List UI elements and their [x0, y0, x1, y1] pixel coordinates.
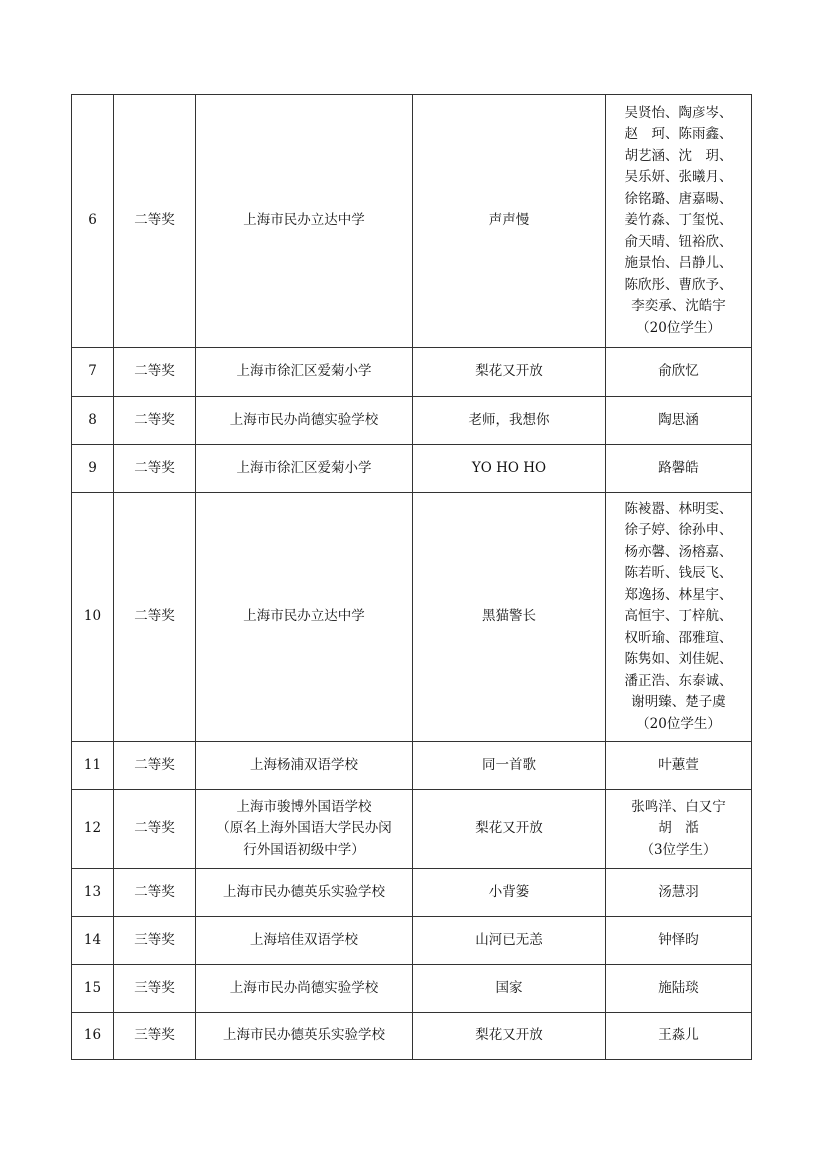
student-names-line: 陶思涵 [658, 411, 699, 428]
work-title: 同一首歌 [413, 742, 606, 790]
school-name-line: 上海杨浦双语学校 [250, 756, 358, 773]
student-names-line: 姜竹淼、丁玺悦、 [624, 212, 733, 229]
table-row [72, 869, 752, 917]
table-row [72, 1013, 752, 1060]
student-names-line: （20位学生） [636, 319, 721, 336]
table-row [72, 445, 752, 493]
school-name-line: 上海市骏博外国语学校 [236, 798, 372, 815]
student-names-line: 赵 珂、陈雨鑫、 [624, 126, 733, 143]
student-names-line: 汤慧羽 [658, 883, 699, 900]
school-name-line: 上海市徐汇区爱菊小学 [236, 459, 372, 476]
award-level: 二等奖 [114, 790, 196, 869]
award-level: 二等奖 [114, 397, 196, 445]
work-title: 山河已无恙 [413, 917, 606, 965]
row-number: 11 [72, 742, 114, 790]
school-name [196, 742, 413, 790]
work-title: 黑猫警长 [413, 493, 606, 742]
row-number: 8 [72, 397, 114, 445]
school-name-line: 上海市民办尚德实验学校 [229, 411, 379, 428]
student-names [606, 397, 752, 445]
student-names [606, 348, 752, 397]
student-names-line: 陈裬嚣、林明雯、 [624, 500, 733, 517]
student-names-line: 叶蕙萱 [658, 756, 699, 773]
student-names [606, 445, 752, 493]
student-names [606, 493, 752, 742]
work-title: 国家 [413, 965, 606, 1013]
table-row [72, 917, 752, 965]
school-name [196, 348, 413, 397]
work-title: 小背篓 [413, 869, 606, 917]
row-number: 7 [72, 348, 114, 397]
school-name [196, 790, 413, 869]
school-name [196, 445, 413, 493]
student-names-line: 钟怿昀 [658, 931, 699, 948]
school-name [196, 965, 413, 1013]
table-row [72, 965, 752, 1013]
school-name-line: 行外国语初级中学） [243, 841, 365, 858]
student-names-line: 胡 湉 [658, 820, 699, 837]
table-row [72, 790, 752, 869]
row-number: 13 [72, 869, 114, 917]
school-name-line: 上海市民办德英乐实验学校 [223, 883, 385, 900]
award-level: 二等奖 [114, 445, 196, 493]
award-level: 二等奖 [114, 869, 196, 917]
student-names-line: 潘正浩、东泰诚、 [624, 672, 733, 689]
award-table-body [72, 95, 752, 1060]
student-names [606, 869, 752, 917]
school-name-line: 上海培佳双语学校 [250, 931, 358, 948]
student-names-line: 徐铭璐、唐嘉暘、 [624, 190, 733, 207]
table-row [72, 493, 752, 742]
student-names-line: 张鸣洋、白又宁 [631, 798, 726, 815]
row-number: 16 [72, 1013, 114, 1060]
student-names-line: 杨亦馨、汤榕嘉、 [624, 543, 733, 560]
school-name-line: 上海市民办立达中学 [243, 212, 365, 229]
award-level: 二等奖 [114, 742, 196, 790]
student-names-line: 高恒宇、丁梓航、 [624, 608, 733, 625]
student-names-line: 谢明臻、楚子虞 [631, 694, 726, 711]
work-title: 梨花又开放 [413, 348, 606, 397]
award-level: 二等奖 [114, 493, 196, 742]
table-row [72, 95, 752, 348]
student-names [606, 917, 752, 965]
school-name [196, 397, 413, 445]
work-title: 老师，我想你 [413, 397, 606, 445]
row-number: 14 [72, 917, 114, 965]
student-names [606, 742, 752, 790]
student-names-line: 路馨皓 [658, 459, 699, 476]
student-names-line: 权昕瑜、邵雅瑄、 [624, 629, 733, 646]
student-names-line: 吴贤怡、陶彦岑、 [624, 104, 733, 121]
student-names [606, 95, 752, 348]
award-level: 二等奖 [114, 95, 196, 348]
work-title: YO HO HO [413, 445, 606, 493]
award-level: 二等奖 [114, 348, 196, 397]
row-number: 6 [72, 95, 114, 348]
student-names-line: 陈若昕、钱辰飞、 [624, 565, 733, 582]
student-names-line: 郑逸扬、林星宇、 [624, 586, 733, 603]
student-names-line: 陈欣彤、曹欣予、 [624, 276, 733, 293]
work-title: 梨花又开放 [413, 790, 606, 869]
table-row [72, 742, 752, 790]
school-name [196, 1013, 413, 1060]
student-names [606, 1013, 752, 1060]
school-name [196, 869, 413, 917]
school-name-line: （原名上海外国语大学民办闵 [216, 820, 392, 837]
student-names-line: 吴乐妍、张曦月、 [624, 169, 733, 186]
student-names-line: 徐子婷、徐孙申、 [624, 522, 733, 539]
student-names-line: 胡艺涵、沈 玥、 [624, 147, 733, 164]
award-level: 三等奖 [114, 965, 196, 1013]
school-name-line: 上海市民办尚德实验学校 [229, 979, 379, 996]
award-level: 三等奖 [114, 1013, 196, 1060]
student-names [606, 965, 752, 1013]
row-number: 9 [72, 445, 114, 493]
school-name [196, 493, 413, 742]
school-name-line: 上海市徐汇区爱菊小学 [236, 363, 372, 380]
table-row [72, 348, 752, 397]
school-name-line: 上海市民办德英乐实验学校 [223, 1027, 385, 1044]
student-names-line: 王淼儿 [658, 1027, 699, 1044]
award-level: 三等奖 [114, 917, 196, 965]
student-names-line: 李奕承、沈皓宇 [631, 298, 726, 315]
row-number: 10 [72, 493, 114, 742]
work-title: 声声慢 [413, 95, 606, 348]
student-names [606, 790, 752, 869]
work-title: 梨花又开放 [413, 1013, 606, 1060]
student-names-line: （3位学生） [640, 841, 717, 858]
school-name [196, 917, 413, 965]
row-number: 12 [72, 790, 114, 869]
student-names-line: 施陆琰 [658, 979, 699, 996]
student-names-line: （20位学生） [636, 715, 721, 732]
student-names-line: 俞欣忆 [658, 363, 699, 380]
row-number: 15 [72, 965, 114, 1013]
award-table [71, 94, 752, 1060]
table-row [72, 397, 752, 445]
student-names-line: 俞天晴、钮裕欣、 [624, 233, 733, 250]
school-name-line: 上海市民办立达中学 [243, 608, 365, 625]
student-names-line: 施景怡、吕静儿、 [624, 255, 733, 272]
student-names-line: 陈隽如、刘佳妮、 [624, 651, 733, 668]
school-name [196, 95, 413, 348]
